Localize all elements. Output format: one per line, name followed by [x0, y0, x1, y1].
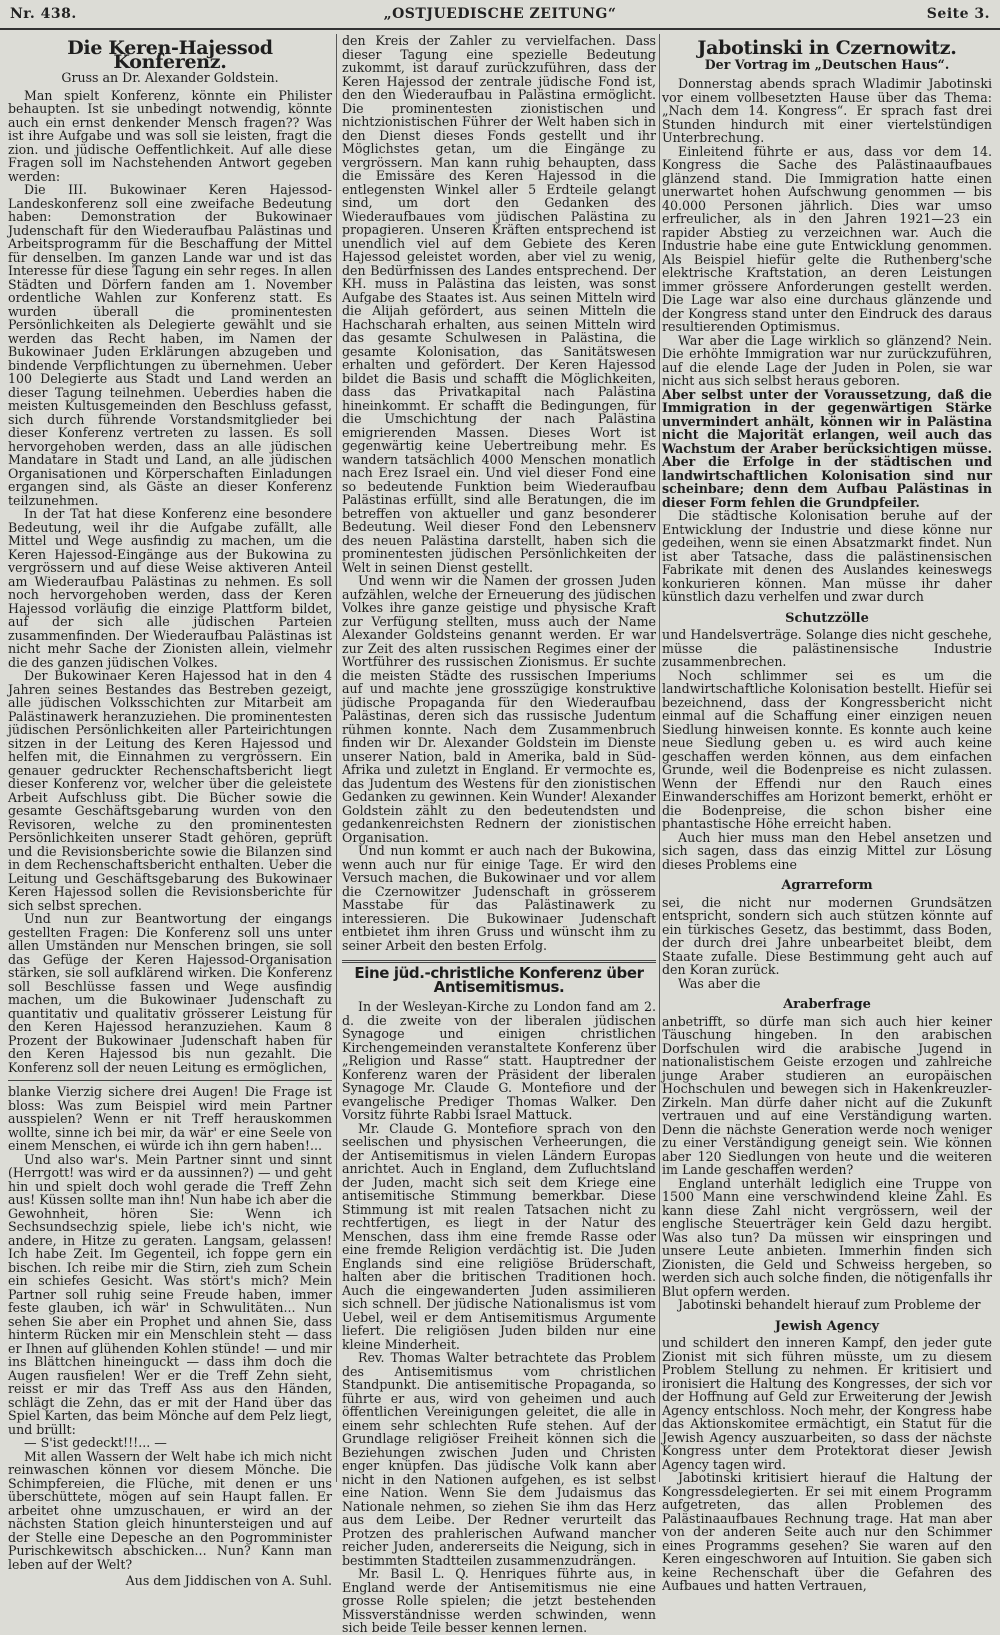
section-heading-schutzzoelle: Schutzzölle	[785, 610, 869, 626]
paragraph: Auch hier muss man den Hebel ansetzen und sich sagen, dass das einzig Mittel zur Lösung dieses Problems eine	[662, 829, 992, 872]
paragraph: Jabotinski behandelt hierauf zum Probleme der	[678, 1297, 981, 1312]
story-signature: Aus dem Jiddischen von A. Suhl.	[125, 1573, 332, 1588]
paragraph: War aber die Lage wirklich so glänzend? Nein. Die erhöhte Immigration war nur zurückzuführen, auf die elende Lage der Juden in Polen, sie war nicht aus sich selbst heraus geboren.	[662, 332, 992, 388]
section-heading-araberfrage: Araberfrage	[783, 997, 871, 1012]
column-left	[8, 34, 332, 1588]
column-middle	[342, 33, 657, 1635]
article-title-jabotinski: Jabotinski in Czernowitz.	[697, 37, 957, 59]
column-divider	[336, 34, 337, 1482]
paragraph: Mr. Basil L. Q. Henriques führte aus, in England werde der Antisemitismus nie eine grosse Rolle spielen; die jetzt bestehenden Missverständnisse werden schwinden, wenn sich beide Teile besser kennen lernen.	[342, 1566, 656, 1635]
paragraph: Einleitend führte er aus, dass vor dem 14. Kongress die Sache des Palästinaaufbaues glänzend stand. Die Immigration hatte einen unerwartet hohen Aufschwung genommen — bis 40.000 Personen jährlich. Dies war umso erfreulicher, als in den Jahren 1921—23 ein rapider Abstieg zu verzeichnen war. Auch die Industrie habe eine gute Entwicklung genommen. Als Beispiel hiefür gelte die Ruthenberg'sche elektrische Kraftstation, an deren Leistungen immer grössere Anforderungen gestellt werden. Die Lage war also eine durchaus glänzende und der Kongress stand unter den Eindruck des daraus resultierenden Optimismus.	[662, 143, 992, 334]
paragraph: Die städtische Kolonisation beruhe auf der Entwicklung der Industrie und diese könne nur gedeihen, wenn sie einen Absatzmarkt findet. Nun ist aber Tatsache, dass die palästinensischen Fabrikate mit denen des Auslandes keineswegs konkurieren können. Man müsse ihr daher künstlich dazu verhelfen und zwar durch	[662, 508, 992, 604]
paragraph: Noch schlimmer sei es um die landwirtschaftliche Kolonisation bestellt. Hiefür sei bezeichnend, dass der Kongressbericht nicht einmal auf die Schaffung einer einzigen neuen Siedlung hinweisen konnte. Es konnte auch keine neue Siedlung geben u. es wird auch keine geschaffen werden können, aus dem einfachen Grunde, weil die Bodenpreise es nicht zulassen. Wenn der Effendi nur den Rauch eines Einwanderschiffes am Horizont bemerkt, erhöht er die Bodenpreise, die schon bisher eine phantastische Höhe erreicht haben.	[662, 667, 992, 831]
paragraph: anbetrifft, so dürfe man sich auch hier keiner Täuschung hingeben. In den arabischen Dorfschulen wird die arabische Jugend in nationalistischem Geiste erzogen und zahlreiche junge Araber studieren an europäischen Hochschulen und bewegen sich in Hakenkreuzler-Zirkeln. Man dürfe daher nicht auf die Zukunft vertrauen und auf eine Verständigung warten. Denn die nächste Generation werde noch weniger zu einer Verständigung geneigt sein. Wie können aber 120 Siedlungen von heute und die weiteren im Lande geschaffen werden?	[662, 1013, 992, 1177]
paragraph: sei, die nicht nur modernen Grundsätzen entspricht, sondern sich auch stützen könnte auf ein türkisches Gesetz, das bestimmt, dass Boden, der durch drei Jahre unbearbeitet bleibt, dem Staate zufalle. Diese Bestimmung geht auch auf den Koran zurück.	[662, 894, 992, 977]
article-title-keren-hajessod: Die Keren-Hajessod Konferenz.	[67, 37, 273, 73]
article-title-antisemitismus: Eine jüd.-christliche Konferenz über Antisemitismus.	[354, 964, 644, 996]
article-body-antisemitismus	[342, 1000, 656, 1635]
article-body-keren-hajessod	[8, 89, 332, 1075]
paragraph: Und nun kommt er auch nach der Bukowina, wenn auch nur für einige Tage. Er wird den Versuch machen, die Bukowinaer und vor allem die Czernowitzer Judenschaft in grösserem Masstabe für das Palästinawerk zu interessieren. Die Bukowinaer Judenschaft entbietet ihm ihren Gruss und wünscht ihm zu seiner Arbeit den besten Erfolg.	[342, 843, 656, 953]
issue-number: Nr. 438.	[10, 6, 77, 22]
paragraph: Und also war's. Mein Partner sinnt und sinnt (Herrgott! was wird er da aussinnen?) — und geht hin und spielt doch wohl gerade die Treff Zehn aus! Küssen sollte man ihn! Nun habe ich aber die Gewohnheit, hören Sie: Wenn ich Sechsundsechzig spiele, liebe ich's nicht, wie andere, in Hitze zu geraten. Langsam, gelassen! Ich habe Zeit. Im Gegenteil, ich foppe gern ein bischen. Ich reibe mir die Stirn, zieh zum Schein ein schiefes Gesicht. Was stört's mich? Mein Partner soll ruhig seine Freude haben, immer feste glauben, ich wär' in Schwulitäten... Nun sehen Sie aber ein Prophet und ahnen Sie, dass hinterm Rücken mir ein Menschlein steht — dass er Ihnen auf glühenden Kohlen stünde! — und mir ins Blättchen hineinguckt — dass ihm doch die Augen rausfielen! Wer er die Treff Zehn sieht, reisst er mir das Treff Ass aus den Händen, schlägt die Zehn, das er mit der Hand über das Spiel Karten, das beim Mönche auf dem Pelz liegt, und brüllt:	[8, 1151, 332, 1437]
page-header	[0, 2, 1000, 30]
column-right	[662, 34, 992, 1593]
paragraph: Was aber die	[678, 975, 761, 991]
story-continuation	[8, 1085, 332, 1588]
paragraph: Man spielt Konferenz, könnte ein Philister behaupten. Ist sie unbedingt notwendig, könnte auch ein ernst denkender Mensch fragen?? Was ist ihre Aufgabe und was soll sie leisten, fragt die zion. und jüdische Oeffentlichkeit. Auf alle diese Fragen soll im Nachstehenden Antwort gegeben werden:	[8, 87, 332, 184]
article-body-keren-continued	[342, 34, 656, 952]
masthead: „OSTJUEDISCHE ZEITUNG“	[383, 6, 617, 22]
section-rule	[342, 960, 656, 963]
article-greeting: Gruss an Dr. Alexander Goldstein.	[61, 70, 279, 85]
paragraph: In der Tat hat diese Konferenz eine besondere Bedeutung, weil ihr die Aufgabe zufällt, alle Mittel und Wege ausfindig zu machen, um die Keren Hajessod-Eingänge aus der Bukowina zu vergrössern und auf diese Weise aktiveren Anteil am Wiederaufbau Palästinas zu nehmen. Es soll noch hervorgehoben werden, dass der Keren Hajessod vorläufig die einzige Plattform bildet, auf der sich alle jüdischen Parteien zusammenfinden. Der Wiederaufbau Palästinas ist nicht mehr Sache der Zionisten allein, vielmehr die des ganzen jüdischen Volkes.	[8, 506, 332, 670]
paragraph: Rev. Thomas Walter betrachtete das Problem des Antisemitismus vom christlichen Standpunkt. Die antisemitische Propaganda, so führte er aus, wird von geheimen und auch öffentlichen Vereinigungen geleitet, die alle in einem sehr schlechten Rufe stehen. Auf der Grundlage religiöser Freiheit können sich die Beziehungen zwischen Juden und Christen enger knüpfen. Das jüdische Volk kann aber nicht in den Nationen aufgehen, es ist selbst eine Nation. Wenn Sie dem Judaismus das Nationale nehmen, so ziehen Sie ihm das Herz aus dem Leibe. Der Redner verurteilt das Protzen des prahlerischen Aufwand mancher reicher Juden, andererseits die Neigung, sich in bestimmten Stadtteilen zusammenzudrängen.	[342, 1350, 656, 1568]
article-body-jabotinski	[662, 77, 992, 1593]
section-heading-agrarreform: Agrarreform	[781, 878, 873, 893]
paragraph: blanke Vierzig sichere drei Augen! Die Frage ist bloss: Was zum Beispiel wird mein Partner ausspielen? Wenn er nit Treff herauskommen wollte, sinne ich bei mir, da wär' er eine Seele von einem Menschen, ei würde ich ihn gern haben!...	[8, 1084, 332, 1153]
section-heading-jewish-agency: Jewish Agency	[774, 1318, 880, 1334]
paragraph: den Kreis der Zahler zu vervielfachen. Dass dieser Tagung eine spezielle Bedeutung zukommt, ist darauf zurückzuführen, dass der Keren Hajessod der zentrale jüdische Fond ist, den den Wiederaufbau in Palästina ermöglicht. Die prominentesten zionistischen und nichtzionistischen Führer der Welt haben sich in den Dienst dieses Fonds gestellt und ihr Möglichstes getan, um die Eingänge zu vergrössern. Man kann ruhig behaupten, dass die Emissäre des Keren Hajessod in die entlegensten Winkel aller 5 Erdteile gelangt sind, um dort den Gedanken des Wiederaufbaues vom jüdischen Palästina zu propagieren. Unseren Kräften entsprechend ist unendlich viel auf dem Gebiete des Keren Hajessod geleistet worden, aber viel zu wenig, den Bedürfnissen des Landes entsprechend. Der KH. muss in Palästina das leisten, was sonst Aufgabe des Staates ist. Aus seinen Mitteln wird die Alijah gefördert, aus seinen Mitteln die Hachscharah erhalten, aus seinen Mitteln wird das gesamte Schulwesen in Palästina, die gesamte Kolonisation, das Sanitätswesen erhalten und gefördert. Der Keren Hajessod bildet die Basis und schafft die Möglichkeiten, dass das Privatkapital nach Palästina hineinkommt. Er schafft die Bedingungen, für die Umschichtung der nach Palästina emigrierenden Massen. Dieses Wort ist gegenwärtig keine Uebertreibung mehr. Es wandern tatsächlich 4000 Menschen monatlich nach Erez Israel ein. Und viel dieser Fond eine so bedeutende Funktion beim Wiederaufbau Palästinas erfüllt, sind alle Beratungen, die im betreffen von aktueller und ganz besonderer Bedeutung. Weil dieser Fond den Lebensnerv des neuen Palästina darstellt, haben sich die prominentesten jüdischen Persönlichkeiten der Welt in seinen Dienst gestellt.	[342, 33, 656, 575]
paragraph: und schildert den inneren Kampf, den jeder gute Zionist mit sich führen müsste, um zu diesem Problem Stellung zu nehmen. Er kritisiert und ironisiert die Haltung des Kongresses, der sich vor der Hoffnung auf Geld zur Erweiterung der Jewish Agency entschloss. Noch mehr, der Kongress habe das Aktionskomitee ermächtigt, ein Statut für die Jewish Agency auszuarbeiten, so dass der nächste Kongress unter dem Protektorat dieser Jewish Agency tagen wird.	[662, 1335, 992, 1472]
section-rule	[8, 1080, 332, 1081]
paragraph: Jabotinski kritisiert hierauf die Haltung der Kongressdelegierten. Er sei mit einem Programm aufgetreten, das allen Problemen des Palästinaaufbaues Rechnung trage. Hat man aber von der anderen Seite auch nur den Schimmer eines Programms gesehen? Sie waren auf den Keren eingeschworen auf Intuition. Sie gaben sich keine Rechenschaft über die Gefahren des Aufbaues und hatten Vertrauen,	[662, 1470, 992, 1593]
paragraph: Mit allen Wassern der Welt habe ich mich nicht reinwaschen können vor diesem Mönche. Die Schimpfereien, die Flüche, mit denen er uns überschüttete, mögen auf sein Haupt fallen. Er arbeitet ohne umzuschauen, er wird an der nächsten Station gleich hinuntersteigen und auf der Stelle eine Depesche an den Pogromminister Purischkewitsch abschicken... Nun? Kann man leben auf der Welt?	[8, 1448, 332, 1572]
article-subtitle-jabotinski: Der Vortrag im „Deutschen Haus“.	[704, 56, 950, 72]
page-number: Seite 3.	[926, 6, 990, 22]
paragraph: Donnerstag abends sprach Wladimir Jabotinski vor einem vollbesetzten Hause über das Thema: „Nach dem 14. Kongress“. Er sprach fast drei Stunden hindurch mit einer viertelstündigen Unterbrechung.	[662, 76, 992, 145]
paragraph: Und wenn wir die Namen der grossen Juden aufzählen, welche der Erneuerung des jüdischen Volkes ihre ganze geistige und physische Kraft zur Verfügung stellten, muss auch der Name Alexander Goldsteins genannt werden. Er war zur Zeit des alten russischen Regimes einer der Wortführer des russischen Zionismus. Er suchte die meisten Städte des russischen Imperiums auf und machte jene grosszügige konstruktive jüdische Propaganda für den Wiederaufbau Palästinas, deren sich das russische Judentum rühmen konnte. Nach dem Zusammenbruch finden wir Dr. Alexander Goldstein im Dienste unserer Nation, bald in Amerika, bald in Süd-Afrika und zuletzt in England. Er vermochte es, das Judentum des Westens für den zionistischen Gedanken zu gewinnen. Kein Wunder! Alexander Goldstein zählt zu den bedeutendsten und gedankenreichsten Rednern der zionistischen Organisation.	[342, 573, 657, 845]
paragraph: England unterhält lediglich eine Truppe von 1500 Mann eine verschwindend kleine Zahl. Es kann diese Zahl nicht vergrössern, weil der englische Steuerträger kein Geld dazu hergibt. Was also tun? Da müssen wir einspringen und unsere Leute anbieten. Immerhin finden sich Zionisten, die Geld und Schweiss hergeben, so werden sich auch solche finden, die nötigenfalls ihr Blut opfern werden.	[662, 1175, 992, 1299]
paragraph: Die III. Bukowinaer Keren Hajessod-Landeskonferenz soll eine zweifache Bedeutung haben: Demonstration der Bukowinaer Judenschaft für den Wiederaufbau Palästinas und Arbeitsprogramm für die Beschaffung der Mittel für denselben. Im ganzen Lande war und ist das Interesse für diese Tagung ein sehr reges. In allen Städten und Dörfern fanden am 1. November ordentliche Wahlen zur Konferenz statt. Es wurden überall die prominentesten Persönlichkeiten als Delegierte gewählt und sie werden das Recht haben, im Namen der Bukowinaer Juden Erklärungen abzugeben und bindende Verpflichtungen zu übernehmen. Ueber 100 Delegierte aus Stadt und Land werden an dieser Tagung teilnehmen. Ueberdies haben die meisten Kultusgemeinden den Beschluss gefasst, sich durch führende Vorstandsmitglieder bei dieser Konferenz vertreten zu lassen. Es soll hervorgehoben werden, dass an alle jüdischen Mandatare in Stadt und Land, an alle jüdischen Organisationen und Körperschaften Einladungen ergangen sind, als Gäste an dieser Konferenz teilzunehmen.	[8, 182, 332, 508]
paragraph: Mr. Claude G. Montefiore sprach von den seelischen und physischen Verheerungen, die der Antisemitismus in vielen Ländern Europas anrichtet. Auch in England, dem Zufluchtsland der Juden, macht sich seit dem Kriege eine antisemitische Stimmung bemerkbar. Diese Stimmung ist mit realen Tatsachen nicht zu rechtfertigen, es liegt in der Natur des Menschen, dass ihm eine fremde Rasse oder eine fremde Religion verdächtig ist. Die Juden Englands sind eine religiöse Brüderschaft, halten aber die britischen Traditionen hoch. Auch die eingewanderten Juden assimilieren sich schnell. Der jüdische Nationalismus ist vom Uebel, weil er dem Antisemitismus Argumente liefert. Die religiösen Juden bilden nur eine kleine Minderheit.	[342, 1120, 656, 1352]
column-divider	[659, 34, 660, 1482]
paragraph: In der Wesleyan-Kirche zu London fand am 2. d. die zweite von der liberalen jüdischen Synagoge und einigen christlichen Kirchengemeinden veranstaltete Konferenz über „Religion und Rasse“ statt. Hauptredner der Konferenz waren der Präsident der liberalen Synagoge Mr. Claude G. Montefiore und der evangelische Prediger Thomas Walker. Den Vorsitz führte Rabbi Israel Mattuck.	[342, 999, 656, 1122]
paragraph: — S'ist gedeckt!!!... —	[24, 1435, 167, 1450]
paragraph: Und nun zur Beantwortung der eingangs gestellten Fragen: Die Konferenz soll uns unter allen Umständen nur Menschen bringen, sie soll das Gefüge der Keren Hajessod-Organisation stärken, sie soll aufklärend wirken. Die Konferenz soll Beschlüsse fassen und Wege ausfindig machen, um die Bukowinaer Judenschaft zu quantitativ und qualitativ grösserer Leistung für den Keren Hajessod heranzuziehen. Kaum 8 Prozent der Bukowinaer Judenschaft haben für den Keren Hajessod bis nun gezahlt. Die Konferenz soll der neuen Leitung es ermöglichen,	[8, 911, 332, 1075]
bold-passage: Aber selbst unter der Voraussetzung, daß die Immigration in der gegenwärtigen Stärke unvermindert anhält, können wir in Palästina nicht die Majorität erlangen, weil auch das Wachstum der Araber berücksichtigen müsse. Aber die Erfolge in der städtischen und landwirtschaftlichen Kolonisation sind nur scheinbare; denn dem Aufbau Palästinas in dieser Form fehlen die Grundpfeiler.	[662, 386, 992, 510]
paragraph: Der Bukowinaer Keren Hajessod hat in den 4 Jahren seines Bestandes das Bestreben gezeigt, alle jüdischen Volksschichten zur Mitarbeit am Palästinawerk heranzuziehen. Die prominentesten jüdischen Persönlichkeiten aller Parteirichtungen sitzen in der Leitung des Keren Hajessod und helfen mit, die Einnahmen zu vergrössern. Ein genauer gedruckter Rechenschaftsbericht liegt dieser Konferenz vor, welcher über die geleistete Arbeit Aufschluss gibt. Die Bücher sowie die gesamte Geschäftsgebarung wurden von den Revisoren, welche zu den prominentesten Persönlichkeiten unserer Stadt gehören, geprüft und die Revisionsberichte sowie die Bilanzen sind in dem Rechenschaftsbericht enthalten. Ueber die Leitung und Geschäftsgebarung des Bukowinaer Keren Hajessod sollen die Revisionsberichte für sich selbst sprechen.	[8, 668, 332, 913]
paragraph: und Handelsverträge. Solange dies nicht geschehe, müsse die palästinensische Industrie zusammenbrechen.	[662, 627, 992, 669]
